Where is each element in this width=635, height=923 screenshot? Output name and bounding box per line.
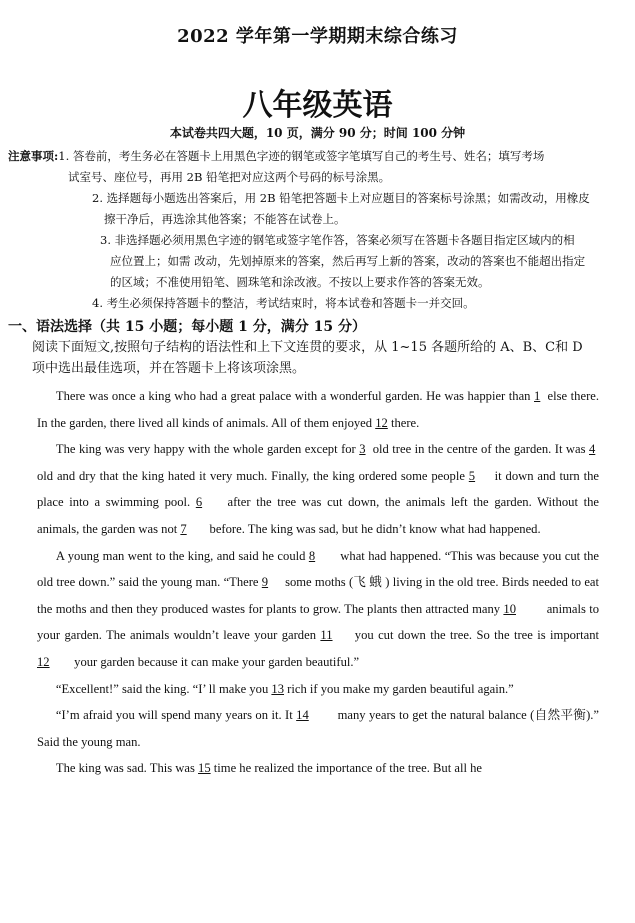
note-line — [104, 209, 635, 230]
blank-11: 11 — [320, 628, 333, 643]
notes-block — [8, 146, 628, 314]
paragraph: There was once a king who had a great palace with a wonderful garden. He was happier than 1 else there. In the garden, there lived all kinds of animals. All of them enjoyed 12 there. — [37, 383, 599, 436]
blank-5: 5 — [468, 468, 476, 483]
blank-13: 13 — [271, 681, 285, 696]
blank-14: 14 — [296, 708, 309, 723]
paragraph: “Excellent!” said the king. “I’ ll make you 13 rich if you make my garden beautiful again.” — [37, 676, 599, 703]
blank-2: 12 — [375, 415, 388, 430]
blank-4: 4 — [589, 442, 596, 457]
paragraph: The king was sad. This was 15 time he realized the importance of the tree. But all he — [37, 755, 599, 782]
note-item: 3. 非选择题必须用黑色字迹的钢笔或签字笔作答，答案必须写在答题卡各题目指定区域内的相 — [100, 233, 575, 247]
note-item: 试室号、座位号，再用 2B 铅笔把对应这两个号码的标号涂黑。 — [68, 170, 391, 184]
note-item: 1. 答卷前，考生务必在答题卡上用黑色字迹的钢笔或签字笔填写自己的考生号、姓名；填写考场 — [58, 149, 545, 163]
blank-12: 12 — [37, 654, 50, 669]
section-instruction: 阅读下面短文,按照句子结构的语法性和上下文连贯的要求，从 1~15 各题所给的 A、B、C和 D 项中选出最佳选项，并在答题卡上将该项涂黑。 — [32, 340, 583, 376]
exam-meta-info: 本试卷共四大题，10 页，满分 90 分；时间 100 分钟 — [169, 126, 466, 140]
passage-text — [37, 383, 599, 782]
blank-7: 7 — [180, 521, 187, 536]
blank-6: 6 — [195, 495, 203, 510]
note-line — [68, 167, 635, 188]
blank-3: 3 — [359, 442, 366, 457]
note-item: 的区域；不准使用铅笔、圆珠笔和涂改液。不按以上要求作答的答案无效。 — [110, 275, 490, 289]
note-item: 4. 考生必须保持答题卡的整洁，考试结束时，将本试卷和答题卡一并交回。 — [92, 296, 475, 310]
note-line — [110, 251, 635, 272]
note-item: 擦干净后，再选涂其他答案；不能答在试卷上。 — [104, 212, 346, 226]
note-item: 应位置上；如需 改动，先划掉原来的答案，然后再写上新的答案，改动的答案也不能超出指定 — [110, 254, 586, 268]
blank-1: 1 — [534, 389, 541, 403]
paragraph: “I’m afraid you will spend many years on it. It 14 many years to get the natural balance (自然平衡).” Said the young man. — [37, 702, 599, 755]
paragraph: The king was very happy with the whole garden except for 3 old tree in the centre of the garden. It was 4 old and dry that the king hated it very much. Finally, the king ordered some people 5 it down and turn the place into a swimming pool. 6 after the tree was cut down, the animals left the garden. Without the animals, the garden was not 7 before. The king was sad, but he didn’t know what had happened. — [37, 436, 599, 542]
notes-label: 注意事项: — [8, 149, 59, 163]
exam-title: 2022 学年第一学期期末综合练习 — [177, 26, 458, 47]
note-item: 2. 选择题每小题选出答案后，用 2B 铅笔把答题卡上对应题目的答案标号涂黑；如需改动，用橡皮 — [92, 191, 590, 205]
blank-8: 8 — [308, 548, 316, 563]
blank-10: 10 — [503, 601, 516, 616]
note-line — [92, 293, 635, 314]
note-line — [8, 146, 628, 167]
note-line — [100, 230, 635, 251]
blank-15: 15 — [198, 761, 211, 776]
note-line — [110, 272, 635, 293]
section-heading: 一、语法选择（共 15 小题；每小题 1 分，满分 15 分） — [8, 319, 366, 335]
blank-9: 9 — [261, 575, 269, 590]
note-line — [92, 188, 635, 209]
paragraph: A young man went to the king, and said he could 8 what had happened. “This was because you cut the old tree down.” said the young man. “There 9 some moths (飞 蛾 ) living in the old tree. Birds needed to eat the moths and then they produced wastes for plants to grow. The plants then attracted many 10 animals to your garden. The animals wouldn’t leave your garden 11 you cut down the tree. So the tree is important 12 your garden because it can make your garden beautiful.” — [37, 543, 599, 676]
exam-subject-title: 八年级英语 — [242, 88, 393, 123]
